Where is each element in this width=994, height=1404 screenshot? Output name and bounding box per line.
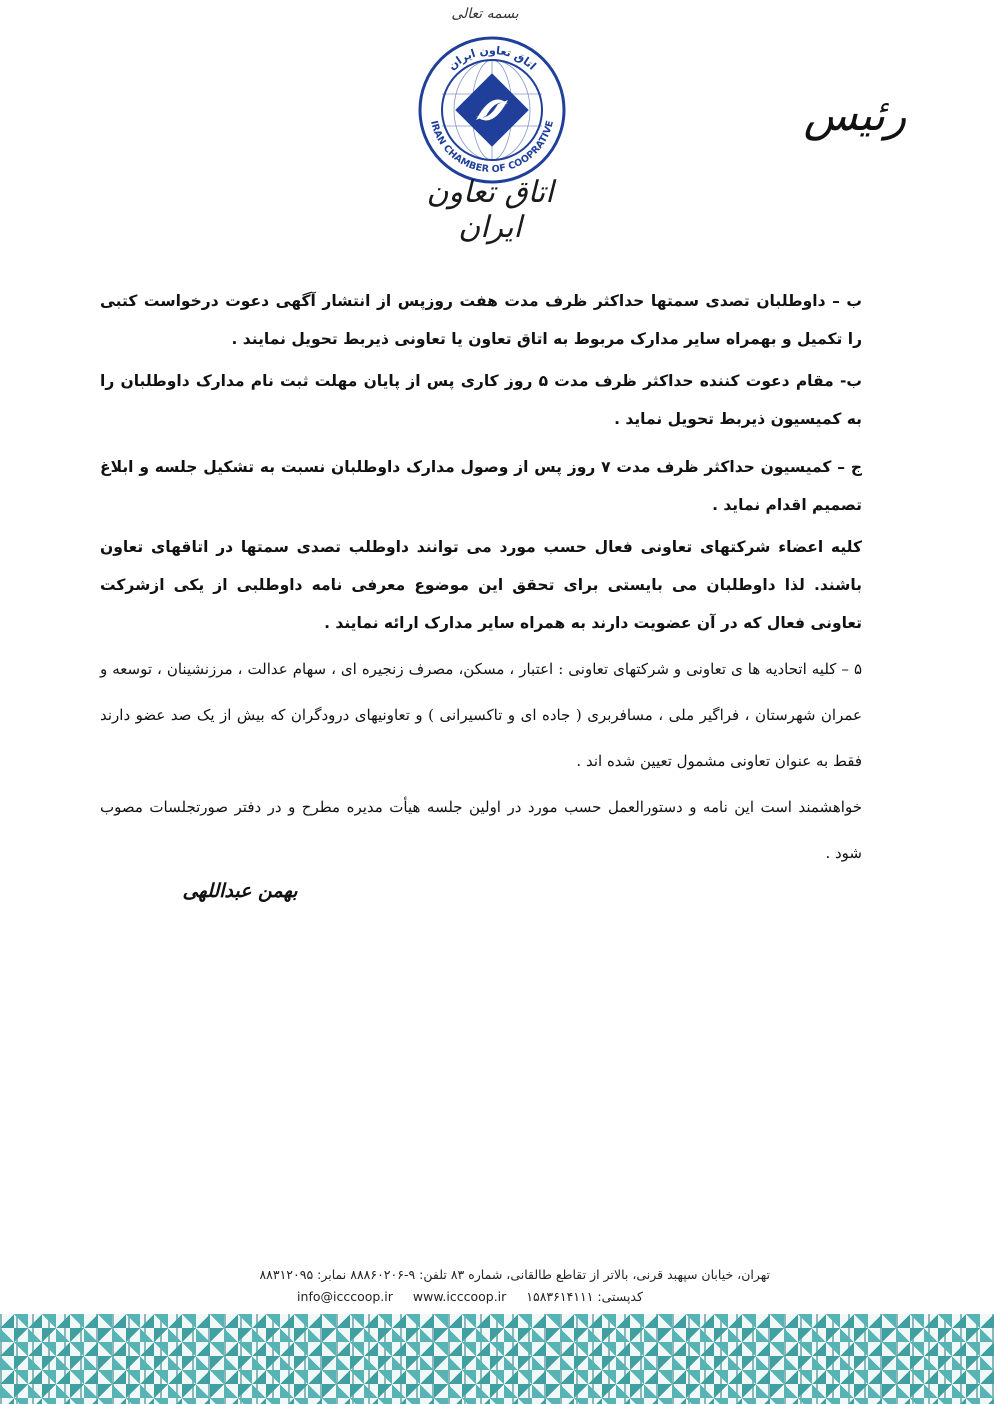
chamber-logo [416, 34, 568, 186]
footer-postal-code: کدپستی: ۱۵۸۳۶۱۴۱۱۱ [526, 1289, 643, 1304]
footer-website: www.icccoop.ir [412, 1289, 507, 1304]
signature: بهمن عبداللهی [182, 880, 298, 902]
paragraph-b1: ب – داوطلبان تصدی سمتها حداکثر ظرف مدت هفت روزپس از انتشار آگهی دعوت درخواست کتبی را تکمیل و بهمراه سایر مدارک مربوط به اتاق تعاون یا تعاونی ذیربط تحویل نمایند . [100, 292, 862, 348]
logo-persian-text: اتاق تعاون ایران [445, 43, 539, 73]
letter-body [100, 282, 862, 876]
paragraph-j: ج – کمیسیون حداکثر ظرف مدت ۷ روز پس از وصول مدارک داوطلبان نسبت به تشکیل جلسه و ابلاغ تصمیم اقدام نماید . [100, 458, 862, 514]
decorative-border-pattern [0, 1314, 994, 1404]
chamber-seal-icon [416, 34, 568, 186]
paragraph-request: خواهشمند است این نامه و دستورالعمل حسب مورد در اولین جلسه هیأت مدیره مطرح و در دفتر صورتجلسات مصوب شود . [100, 798, 862, 862]
logo-english-text: IRAN CHAMBER OF COOPRATIVE [428, 119, 556, 176]
footer-address: تهران، خیابان سپهبد قرنی، بالاتر از تقاطع طالقانی، شماره ۸۳ تلفن: ۹-۸۸۸۶۰۲۰۶ نمابر: ۸۸۳۱۲۰۹۵ [259, 1267, 770, 1282]
organization-name: اتاق تعاون ایران [426, 175, 554, 245]
paragraph-b2: ب- مقام دعوت کننده حداکثر ظرف مدت ۵ روز کاری پس از پایان مهلت ثبت نام مدارک داوطلبان را به کمیسیون ذیربط تحویل نماید . [100, 372, 862, 428]
handwritten-note: رئیس [803, 90, 907, 141]
paragraph-members: کلیه اعضاء شرکتهای تعاونی فعال حسب مورد می توانند داوطلب تصدی سمتها در اتاقهای تعاون باشند. لذا داوطلبان می بایستی برای تحقق این موضوع معرفی نامه داوطلبی از یکی ازشرکت تعاونی فعال که در آن عضویت دارند به همراه سایر مدارک ارائه نمایند . [100, 538, 862, 632]
letterhead-footer [170, 1264, 770, 1308]
paragraph-unions: ۵ – کلیه اتحادیه ها ی تعاونی و شرکتهای تعاونی : اعتبار ، مسکن، مصرف زنجیره ای ، سهام عدالت ، مرزنشینان ، توسعه و عمران شهرستان ، فراگیر ملی ، مسافربری ( جاده ای و تاکسیرانی ) و تعاونیهای درودگران که بیش از یک صد عضو دارند فقط به عنوان تعاونی مشمول تعیین شده اند . [100, 660, 862, 770]
footer-email: info@icccoop.ir [297, 1289, 393, 1304]
footer-contact [170, 1286, 770, 1308]
basmala-heading: بسمه تعالی [451, 6, 519, 22]
